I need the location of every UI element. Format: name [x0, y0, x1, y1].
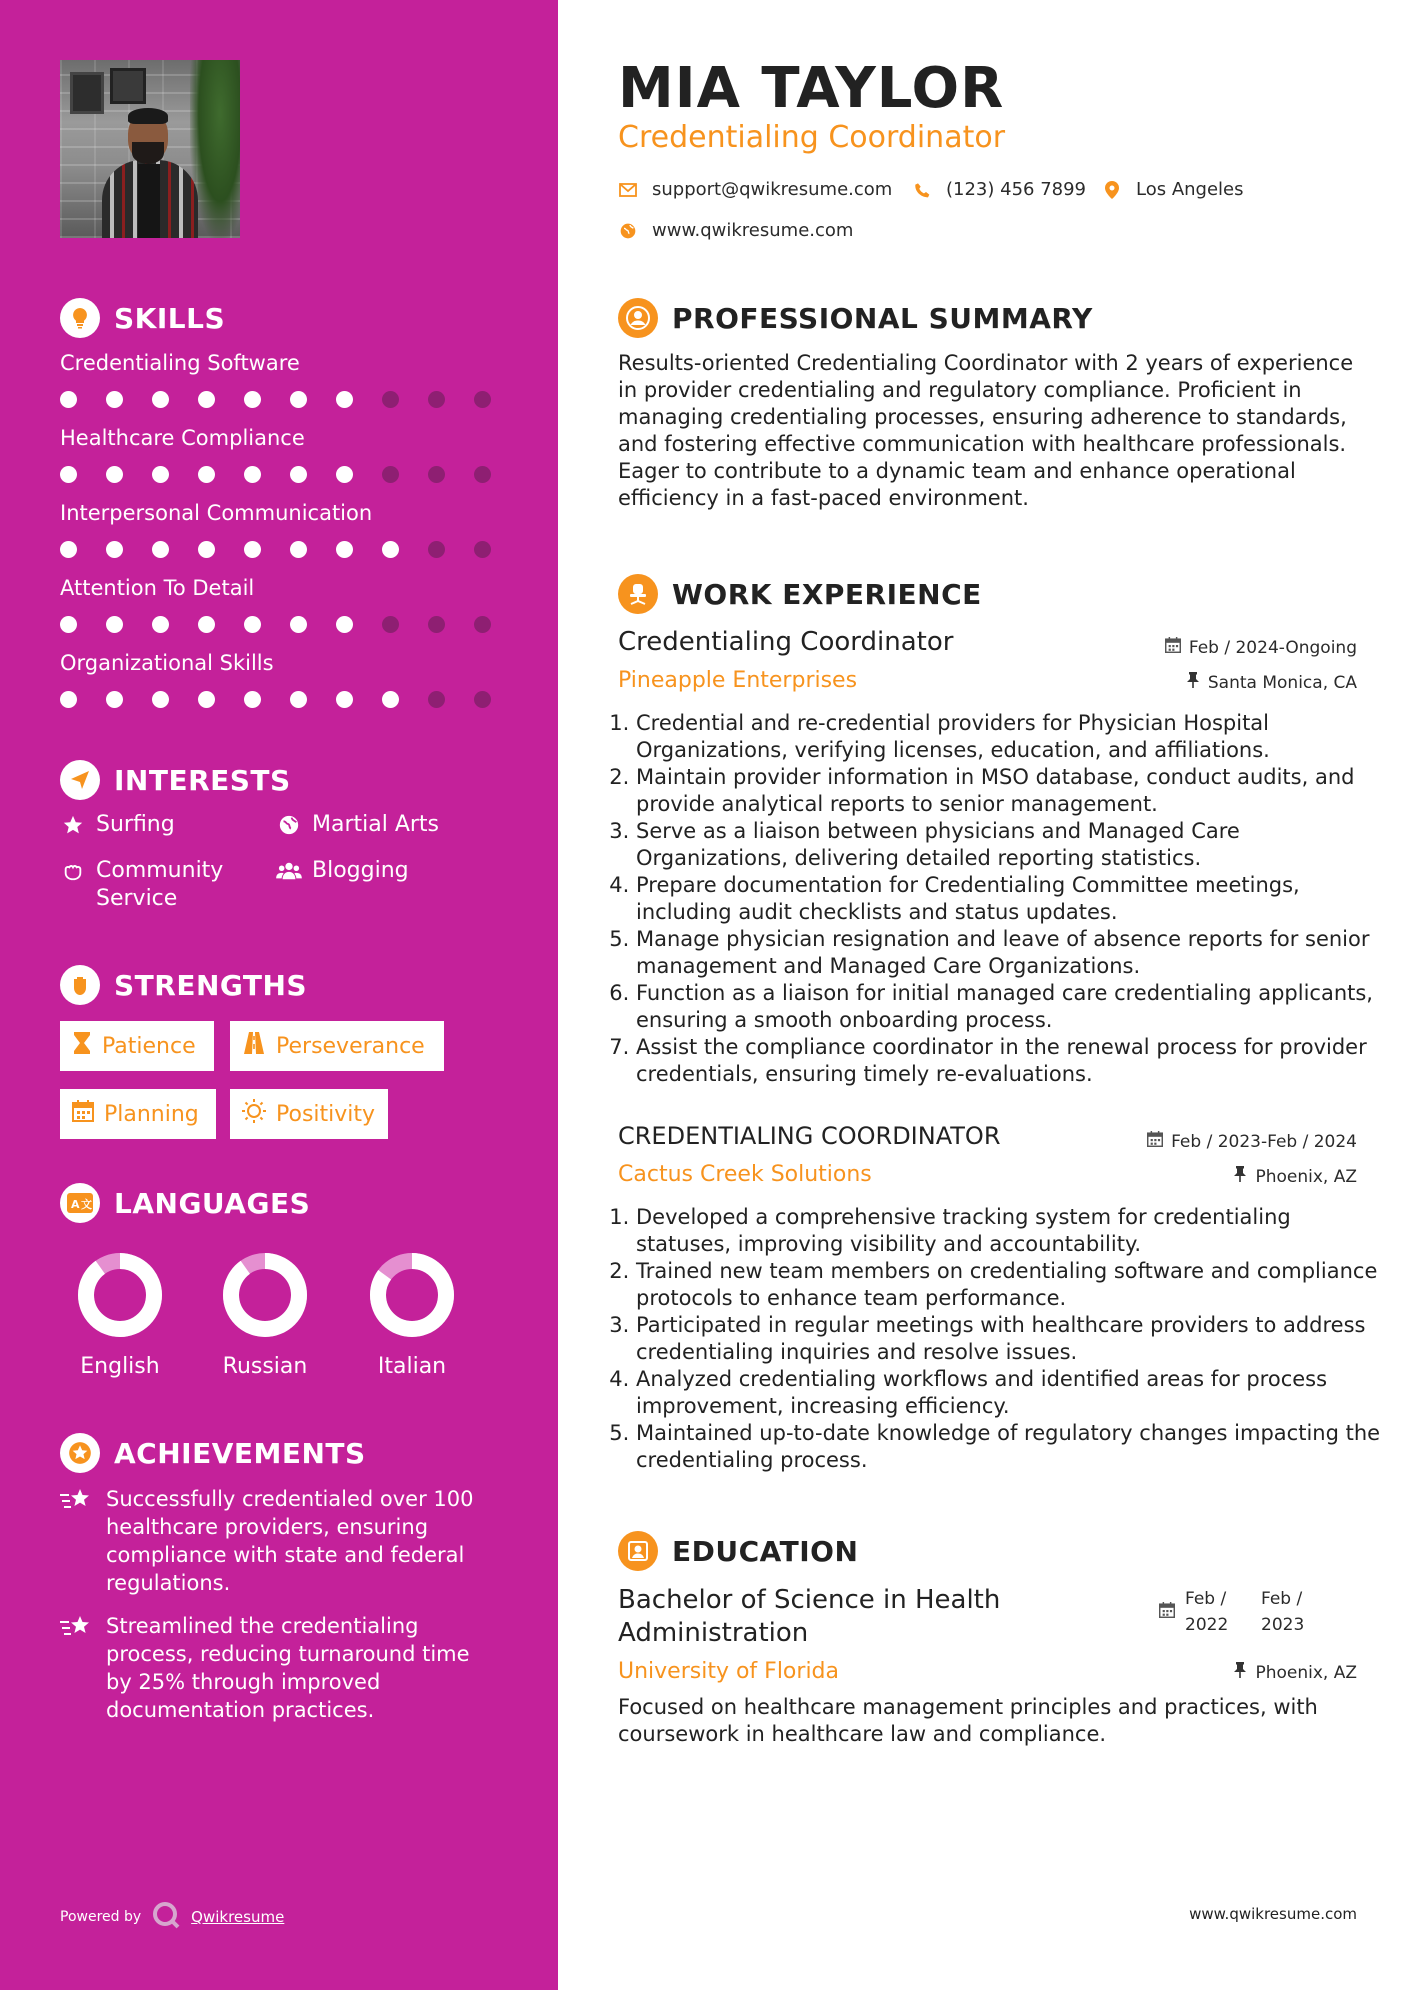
star-icon — [60, 811, 86, 839]
job-bullet: 2. Trained new team members on credentialing software and compliance protocols to enhance team performance. — [636, 1258, 1381, 1312]
job-bullet: 4. Analyzed credentialing workflows and identified areas for process improvement, increasing efficiency. — [636, 1366, 1381, 1420]
skill-dot-empty — [474, 691, 491, 708]
skill-dot-filled — [60, 391, 77, 408]
interests-heading: INTERESTS — [60, 760, 291, 800]
education-end: Feb / 2023 — [1261, 1589, 1305, 1635]
skill-dot-filled — [244, 541, 261, 558]
achievement-item: Streamlined the credentialing process, reducing turnaround time by 25% through improved documentation practices. — [60, 1612, 500, 1724]
skill-dot-filled — [244, 691, 261, 708]
skill-dot-filled — [106, 466, 123, 483]
skill-dot-filled — [198, 466, 215, 483]
job-company: Cactus Creek Solutions — [618, 1162, 872, 1187]
job-bullet: 1. Credential and re-credential providers for Physician Hospital Organizations, verifying licenses, education, and affiliations. — [636, 710, 1381, 764]
profile-photo — [60, 60, 240, 238]
shooting-star-icon — [60, 1612, 92, 1724]
interest-item: Community Service — [60, 857, 260, 913]
email-link[interactable]: support@qwikresume.com — [652, 179, 893, 200]
language-name: English — [80, 1354, 160, 1379]
job-bullet: 3. Serve as a liaison between physicians and Managed Care Organizations, delivering detailed reporting statistics. — [636, 818, 1381, 872]
interest-item: Surfing — [60, 811, 175, 839]
language-item — [205, 1250, 325, 1379]
globe-icon — [618, 221, 638, 241]
education-heading: EDUCATION — [618, 1531, 858, 1571]
language-gauge — [75, 1250, 165, 1340]
job-bullet: 6. Function as a liaison for initial managed care credentialing applicants, ensuring a smooth onboarding process. — [636, 980, 1381, 1034]
office-chair-icon — [618, 574, 658, 614]
skill-dot-filled — [244, 466, 261, 483]
skill-dot-filled — [152, 691, 169, 708]
phone-icon — [912, 180, 932, 200]
language-gauge-fill — [231, 1261, 299, 1329]
skill-name: Credentialing Software — [60, 351, 300, 375]
powered-by: Powered by Qwikresume — [60, 1900, 284, 1934]
summary-heading: PROFESSIONAL SUMMARY — [618, 298, 1093, 338]
language-item — [60, 1250, 180, 1379]
interest-item: Martial Arts — [276, 811, 439, 839]
skill-rating — [60, 541, 491, 558]
skill-dot-empty — [428, 691, 445, 708]
language-gauge — [367, 1250, 457, 1340]
skill-dot-empty — [474, 466, 491, 483]
job-dates: Feb / 2024-Ongoing — [1165, 637, 1357, 658]
education-degree: Bachelor of Science in Health Administration — [618, 1585, 1001, 1648]
job-bullet: 5. Maintained up-to-date knowledge of regulatory changes impacting the credentialing process. — [636, 1420, 1381, 1474]
skill-dot-filled — [336, 391, 353, 408]
sidebar — [0, 0, 558, 1990]
job-dates: Feb / 2023-Feb / 2024 — [1147, 1131, 1357, 1152]
skill-dot-filled — [290, 691, 307, 708]
job-title: Credentialing Coordinator — [618, 627, 954, 657]
language-name: Italian — [377, 1354, 447, 1379]
strength-chip: Perseverance — [230, 1021, 444, 1071]
website-link[interactable]: www.qwikresume.com — [652, 220, 854, 241]
skill-dot-filled — [244, 391, 261, 408]
strength-chip: Patience — [60, 1021, 214, 1071]
job-location: Phoenix, AZ — [1233, 1166, 1357, 1187]
hourglass-icon — [72, 1031, 92, 1061]
sun-icon — [242, 1099, 266, 1129]
footer-url[interactable]: www.qwikresume.com — [1189, 1905, 1357, 1923]
skill-dot-filled — [106, 391, 123, 408]
graduate-icon — [618, 1531, 658, 1571]
svg-text:文: 文 — [81, 1198, 93, 1211]
skill-dot-empty — [382, 616, 399, 633]
skill-dot-filled — [60, 466, 77, 483]
job-bullet: 1. Developed a comprehensive tracking system for credentialing statuses, improving visibility and accountability. — [636, 1204, 1381, 1258]
paper-plane-icon — [60, 760, 100, 800]
achievements-heading: ACHIEVEMENTS — [60, 1433, 366, 1473]
skill-dot-empty — [428, 391, 445, 408]
skill-dot-filled — [290, 466, 307, 483]
skill-dot-filled — [290, 616, 307, 633]
candidate-name: MIA TAYLOR — [618, 56, 1005, 121]
user-icon — [618, 298, 658, 338]
road-icon — [242, 1032, 266, 1060]
skill-dot-empty — [428, 616, 445, 633]
skill-dot-filled — [198, 541, 215, 558]
main-content — [558, 0, 1407, 1990]
job-company: Pineapple Enterprises — [618, 668, 858, 693]
pushpin-icon — [1186, 672, 1200, 693]
pushpin-icon — [1233, 1166, 1247, 1187]
skill-rating — [60, 691, 491, 708]
skill-dot-filled — [198, 691, 215, 708]
candidate-title: Credentialing Coordinator — [618, 120, 1006, 155]
skill-dot-filled — [152, 616, 169, 633]
svg-text:A: A — [71, 1198, 81, 1211]
calendar-icon — [1147, 1131, 1163, 1152]
fist-icon — [60, 965, 100, 1005]
job-bullets — [618, 710, 1381, 1088]
calendar-icon — [1165, 637, 1181, 658]
languages-heading: A 文 LANGUAGES — [60, 1183, 310, 1223]
job-bullet: 2. Maintain provider information in MSO database, conduct audits, and provide analytical reports to senior management. — [636, 764, 1381, 818]
job-location: Santa Monica, CA — [1186, 672, 1357, 693]
summary-text: Results-oriented Credentialing Coordinator with 2 years of experience in provider credentialing and regulatory compliance. Proficient in managing credentialing processes, ensuring adherence to standards, and fostering effective communication with healthcare professionals. Eager to contribute to a dynamic team and enhance operational efficiency in a fast-paced environment. — [618, 351, 1354, 510]
skill-dot-filled — [106, 616, 123, 633]
star-badge-icon — [60, 1433, 100, 1473]
skill-dot-filled — [290, 391, 307, 408]
skill-dot-empty — [474, 616, 491, 633]
map-pin-icon — [1102, 180, 1122, 200]
skill-dot-empty — [428, 541, 445, 558]
skill-dot-filled — [60, 616, 77, 633]
skill-dot-empty — [474, 541, 491, 558]
skill-dot-filled — [198, 616, 215, 633]
skill-dot-filled — [382, 541, 399, 558]
experience-heading: WORK EXPERIENCE — [618, 574, 982, 614]
skill-dot-filled — [382, 691, 399, 708]
language-gauge-fill — [86, 1261, 154, 1329]
job-bullet: 7. Assist the compliance coordinator in the renewal process for provider credentials, ensuring timely re-evaluations. — [636, 1034, 1381, 1088]
users-icon — [276, 857, 302, 885]
skill-dot-empty — [382, 391, 399, 408]
job-bullets — [618, 1204, 1381, 1474]
skills-heading: SKILLS — [60, 298, 225, 338]
globe-icon — [276, 811, 302, 839]
skill-dot-filled — [106, 541, 123, 558]
language-item — [352, 1250, 472, 1379]
envelope-icon — [618, 180, 638, 200]
skill-dot-filled — [198, 391, 215, 408]
education-start: Feb / 2022 — [1185, 1589, 1229, 1635]
language-name: Russian — [222, 1354, 308, 1379]
job-bullet: 3. Participated in regular meetings with healthcare providers to address credentialing inquiries and resolve issues. — [636, 1312, 1381, 1366]
interest-item: Blogging — [276, 857, 409, 885]
education-description: Focused on healthcare management principles and practices, with coursework in healthcare law and compliance. — [618, 1695, 1318, 1746]
calendar-icon — [1159, 1586, 1175, 1638]
strength-chip: Planning — [60, 1089, 216, 1139]
shooting-star-icon — [60, 1485, 92, 1597]
contact-phone: (123) 456 7899 — [912, 179, 1086, 200]
skill-dot-filled — [336, 691, 353, 708]
education-dates — [1159, 1586, 1317, 1638]
skill-dot-filled — [244, 616, 261, 633]
job-title: CREDENTIALING COORDINATOR — [618, 1122, 1001, 1150]
skill-name: Healthcare Compliance — [60, 426, 305, 450]
language-icon — [60, 1183, 100, 1223]
skill-dot-filled — [152, 541, 169, 558]
hand-icon — [60, 857, 86, 885]
education-school: University of Florida — [618, 1659, 839, 1684]
contact-email — [618, 179, 892, 200]
achievement-item: Successfully credentialed over 100 healthcare providers, ensuring compliance with state and federal regulations. — [60, 1485, 500, 1597]
qwikresume-link[interactable]: Qwikresume — [191, 1908, 285, 1926]
lightbulb-icon — [60, 298, 100, 338]
skill-dot-empty — [428, 466, 445, 483]
skill-dot-filled — [60, 691, 77, 708]
job-bullet: 4. Prepare documentation for Credentialing Committee meetings, including audit checklists and status updates. — [636, 872, 1381, 926]
skill-dot-filled — [152, 466, 169, 483]
skill-dot-filled — [336, 616, 353, 633]
contact-website — [618, 220, 853, 241]
strengths-heading: STRENGTHS — [60, 965, 307, 1005]
skill-dot-filled — [60, 541, 77, 558]
skill-dot-empty — [382, 466, 399, 483]
contact-location: Los Angeles — [1102, 179, 1244, 200]
skill-rating — [60, 466, 491, 483]
skill-dot-filled — [336, 541, 353, 558]
calendar-icon — [72, 1100, 94, 1128]
skill-dot-empty — [474, 391, 491, 408]
skill-dot-filled — [290, 541, 307, 558]
qwikresume-logo-icon — [151, 1900, 181, 1934]
language-gauge — [220, 1250, 310, 1340]
skill-name: Attention To Detail — [60, 576, 255, 600]
skill-dot-filled — [152, 391, 169, 408]
education-location: Phoenix, AZ — [1233, 1662, 1357, 1683]
skill-dot-filled — [336, 466, 353, 483]
pushpin-icon — [1233, 1662, 1247, 1683]
strength-chip: Positivity — [230, 1089, 388, 1139]
skill-name: Interpersonal Communication — [60, 501, 373, 525]
skill-rating — [60, 616, 491, 633]
job-bullet: 5. Manage physician resignation and leave of absence reports for senior management and Managed Care Organizations. — [636, 926, 1381, 980]
skill-dot-filled — [106, 691, 123, 708]
skill-rating — [60, 391, 491, 408]
skill-name: Organizational Skills — [60, 651, 274, 675]
